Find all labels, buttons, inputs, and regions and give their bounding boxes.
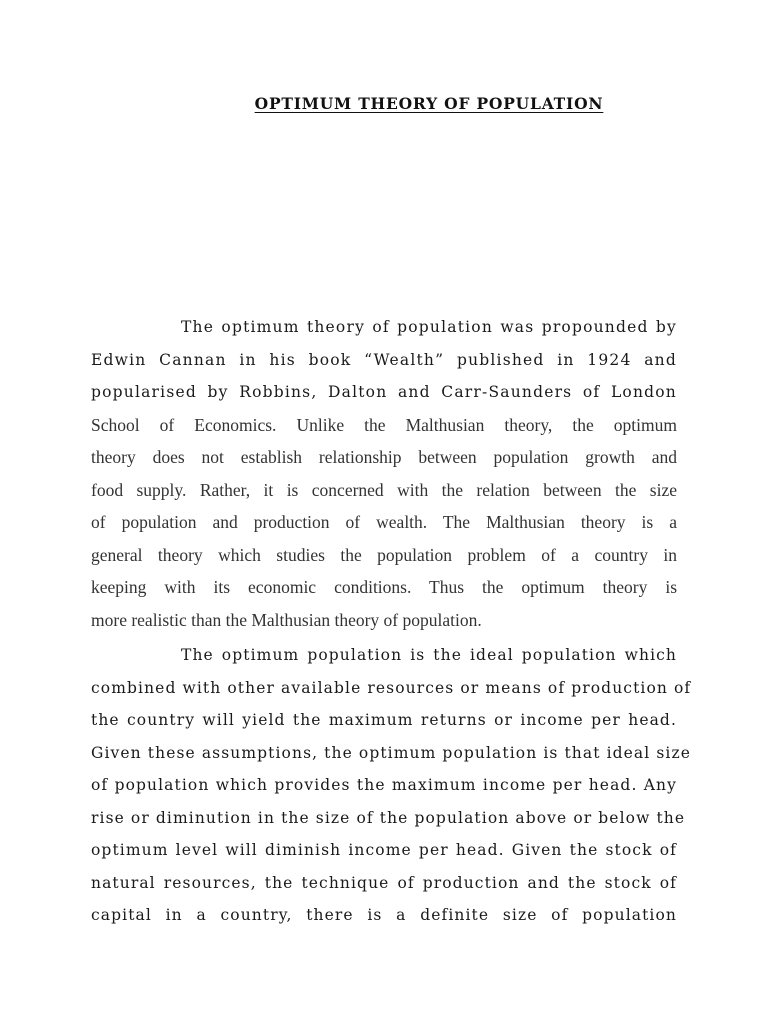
paragraph-2-line-5: of population which provides the maximum income per head. Any (91, 776, 677, 794)
paragraph-1-line-6: food supply. Rather, it is concerned with the relation between the size (91, 479, 677, 500)
paragraph-1-line-1: The optimum theory of population was propounded by (181, 318, 677, 336)
paragraph-2-line-8: natural resources, the technique of production and the stock of (91, 873, 677, 892)
paragraph-1 (91, 311, 677, 636)
paragraph-2 (91, 639, 692, 932)
paragraph-1-line-3: popularised by Robbins, Dalton and Carr-Saunders of London (91, 383, 677, 401)
document-title-text: OPTIMUM THEORY OF POPULATION (254, 94, 604, 113)
paragraph-2-line-7: optimum level will diminish income per head. Given the stock of (91, 841, 677, 859)
document-title (0, 94, 768, 113)
paragraph-1-line-10: more realistic than the Malthusian theory of population. (91, 609, 482, 630)
paragraph-1-line-5: theory does not establish relationship between population growth and (91, 447, 677, 467)
paragraph-1-line-7: of population and production of wealth. The Malthusian theory is a (91, 512, 677, 532)
paragraph-1-line-8: general theory which studies the population problem of a country in (91, 544, 677, 565)
paragraph-2-line-3: the country will yield the maximum returns or income per head. (91, 711, 677, 729)
paragraph-2-line-4: Given these assumptions, the optimum population is that ideal size (91, 743, 691, 762)
paragraph-1-line-2: Edwin Cannan in his book “Wealth” published in 1924 and (91, 350, 677, 369)
paragraph-2-line-9: capital in a country, there is a definite size of population (91, 906, 677, 924)
paragraph-2-line-2: combined with other available resources or means of production of (91, 678, 692, 697)
paragraph-2-line-1: The optimum population is the ideal population which (181, 646, 677, 664)
paragraph-2-line-6: rise or diminution in the size of the population above or below the (91, 808, 686, 827)
paragraph-1-line-9: keeping with its economic conditions. Thus the optimum theory is (91, 577, 677, 597)
paragraph-1-line-4: School of Economics. Unlike the Malthusian theory, the optimum (91, 414, 677, 435)
